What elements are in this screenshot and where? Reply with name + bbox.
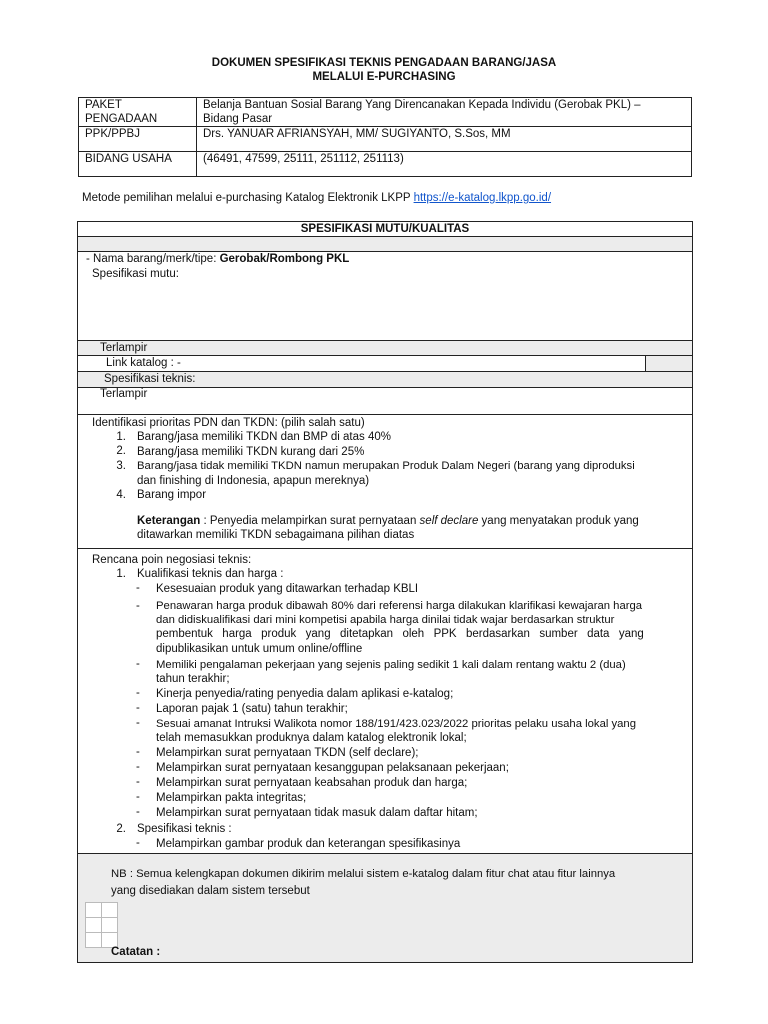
info-label-bidang: BIDANG USAHA bbox=[79, 152, 197, 177]
negosiasi-group-2: Spesifikasi teknis : bbox=[137, 823, 232, 835]
spec-header: SPESIFIKASI MUTU/KUALITAS bbox=[78, 222, 692, 237]
tkdn-item-3: Barang/jasa tidak memiliki TKDN namun merupakan Produk Dalam Negeri (barang yang diproduksi bbox=[137, 460, 635, 472]
terlampir-1: Terlampir bbox=[100, 342, 148, 354]
negosiasi-item: Melampirkan pakta integritas; bbox=[156, 792, 307, 804]
divider-line bbox=[78, 340, 692, 341]
metode-line bbox=[82, 192, 551, 204]
negosiasi-intro: Rencana poin negosiasi teknis: bbox=[92, 554, 252, 566]
negosiasi-item: Melampirkan surat pernyataan kesanggupan pelaksanaan pekerjaan; bbox=[156, 762, 509, 774]
bullet-dash: - bbox=[136, 761, 140, 773]
spesifikasi-mutu-label: Spesifikasi mutu: bbox=[92, 268, 179, 280]
negosiasi-item: Laporan pajak 1 (satu) tahun terakhir; bbox=[156, 703, 348, 715]
bullet-dash: - bbox=[136, 776, 140, 788]
info-label-paket bbox=[79, 98, 197, 127]
negosiasi-item: Melampirkan surat pernyataan TKDN (self declare); bbox=[156, 747, 419, 759]
tkdn-item-4: Barang impor bbox=[137, 489, 207, 501]
bullet-dash: - bbox=[136, 806, 140, 818]
bullet-dash: - bbox=[136, 600, 140, 612]
info-row-paket bbox=[79, 98, 692, 127]
negosiasi-item-cont: dan didiskualifikasi dari mini kompetisi apabila harga dinilai tidak wajar berdasarkan struktur bbox=[156, 614, 615, 626]
info-value-ppk: Drs. YANUAR AFRIANSYAH, MM/ SUGIYANTO, S.Sos, MM bbox=[197, 127, 692, 152]
negosiasi-item-cont: dipublikasikan untuk umum online/offline bbox=[156, 643, 363, 655]
bullet-dash: - bbox=[136, 837, 140, 849]
catatan-label: Catatan : bbox=[111, 946, 161, 958]
spesifikasi-teknis-label: Spesifikasi teknis: bbox=[104, 373, 196, 385]
keterangan-text-b: yang menyatakan produk yang bbox=[478, 515, 639, 527]
grid-line bbox=[85, 902, 86, 948]
keterangan-italic: self declare bbox=[419, 515, 479, 527]
info-label-paket-line2: PENGADAAN bbox=[85, 113, 158, 125]
metode-text: Metode pemilihan melalui e-purchasing Katalog Elektronik LKPP bbox=[82, 192, 411, 204]
info-row-bidang bbox=[79, 152, 692, 177]
negosiasi-item: Memiliki pengalaman pekerjaan yang sejenis paling sedikit 1 kali dalam rentang waktu 2 (dua) bbox=[156, 659, 626, 671]
tkdn-number-2: 2. bbox=[116, 445, 126, 457]
terlampir-2: Terlampir bbox=[100, 388, 148, 400]
info-label-ppk: PPK/PPBJ bbox=[79, 127, 197, 152]
info-value-paket bbox=[197, 98, 692, 127]
nb-line1: NB : Semua kelengkapan dokumen dikirim melalui sistem e-katalog dalam fitur chat atau fitur lainnya bbox=[111, 868, 616, 880]
info-value-bidang: (46491, 47599, 25111, 251112, 251113) bbox=[197, 152, 692, 177]
keterangan-line2: ditawarkan memiliki TKDN sebagaimana pilihan diatas bbox=[137, 529, 415, 541]
bullet-dash: - bbox=[136, 791, 140, 803]
document-title-line2: MELALUI E-PURCHASING bbox=[312, 71, 456, 83]
divider-line bbox=[78, 853, 692, 854]
tkdn-number-3: 3. bbox=[116, 460, 126, 472]
negosiasi-item: Melampirkan surat pernyataan keabsahan produk dan harga; bbox=[156, 777, 468, 789]
katalog-link[interactable]: https://e-katalog.lkpp.go.id/ bbox=[413, 192, 552, 204]
document-title-line1: DOKUMEN SPESIFIKASI TEKNIS PENGADAAN BARANG/JASA bbox=[211, 57, 557, 69]
nama-barang-line bbox=[86, 252, 349, 266]
info-value-paket-line2: Bidang Pasar bbox=[203, 113, 273, 125]
negosiasi-number-1: 1. bbox=[116, 568, 126, 580]
spec-box bbox=[77, 221, 693, 963]
tkdn-item-3-cont: dan finishing di Indonesia, apapun mereknya) bbox=[137, 475, 370, 487]
negosiasi-item-cont: pembentuk harga produk yang ditetapkan oleh PPK berdasarkan sumber data yang bbox=[156, 628, 644, 640]
negosiasi-item: Kesesuaian produk yang ditawarkan terhadap KBLI bbox=[156, 583, 419, 595]
negosiasi-item: Melampirkan surat pernyataan tidak masuk dalam daftar hitam; bbox=[156, 807, 478, 819]
info-label-paket-line1: PAKET bbox=[85, 99, 122, 111]
negosiasi-item: Melampirkan gambar produk dan keterangan spesifikasinya bbox=[156, 838, 461, 850]
spec-gap-row bbox=[78, 237, 692, 252]
bullet-dash: - bbox=[136, 687, 140, 699]
divider-line bbox=[645, 355, 646, 371]
bullet-dash: - bbox=[136, 658, 140, 670]
negosiasi-item-cont: telah memasukkan produknya dalam katalog elektronik lokal; bbox=[156, 732, 467, 744]
keterangan-label: Keterangan bbox=[137, 515, 201, 527]
terlampir-2-cell bbox=[78, 388, 692, 414]
bullet-dash: - bbox=[136, 702, 140, 714]
grid-line bbox=[117, 902, 118, 948]
negosiasi-item: Penawaran harga produk dibawah 80% dari referensi harga dilakukan klarifikasi kewajaran harga bbox=[156, 600, 643, 612]
nama-barang-value: Gerobak/Rombong PKL bbox=[219, 253, 350, 265]
nama-barang-label: - Nama barang/merk/tipe: bbox=[86, 253, 220, 265]
info-row-ppk bbox=[79, 127, 692, 152]
info-value-paket-line1: Belanja Bantuan Sosial Barang Yang Direncanakan Kepada Individu (Gerobak PKL) – bbox=[203, 99, 641, 111]
bullet-dash: - bbox=[136, 717, 140, 729]
bullet-dash: - bbox=[136, 582, 140, 594]
keterangan-line1 bbox=[137, 514, 700, 529]
tkdn-item-2: Barang/jasa memiliki TKDN kurang dari 25% bbox=[137, 446, 365, 458]
link-katalog-text: Link katalog : - bbox=[106, 357, 181, 369]
tkdn-intro: Identifikasi prioritas PDN dan TKDN: (pilih salah satu) bbox=[92, 417, 365, 429]
info-table bbox=[78, 97, 692, 177]
nb-line2: yang disediakan dalam sistem tersebut bbox=[111, 885, 310, 897]
negosiasi-number-2: 2. bbox=[116, 823, 126, 835]
negosiasi-item-cont: tahun terakhir; bbox=[156, 673, 230, 685]
negosiasi-item: Kinerja penyedia/rating penyedia dalam aplikasi e-katalog; bbox=[156, 688, 454, 700]
keterangan-text-a: : Penyedia melampirkan surat pernyataan bbox=[200, 515, 420, 527]
tkdn-item-1: Barang/jasa memiliki TKDN dan BMP di atas 40% bbox=[137, 431, 391, 443]
tkdn-number-1: 1. bbox=[116, 431, 126, 443]
tkdn-number-4: 4. bbox=[116, 489, 126, 501]
bullet-dash: - bbox=[136, 746, 140, 758]
negosiasi-group-1: Kualifikasi teknis dan harga : bbox=[137, 568, 284, 580]
grid-line bbox=[101, 902, 102, 948]
negosiasi-item: Sesuai amanat Intruksi Walikota nomor 188/191/423.023/2022 prioritas pelaku usaha lokal yang bbox=[156, 718, 636, 730]
